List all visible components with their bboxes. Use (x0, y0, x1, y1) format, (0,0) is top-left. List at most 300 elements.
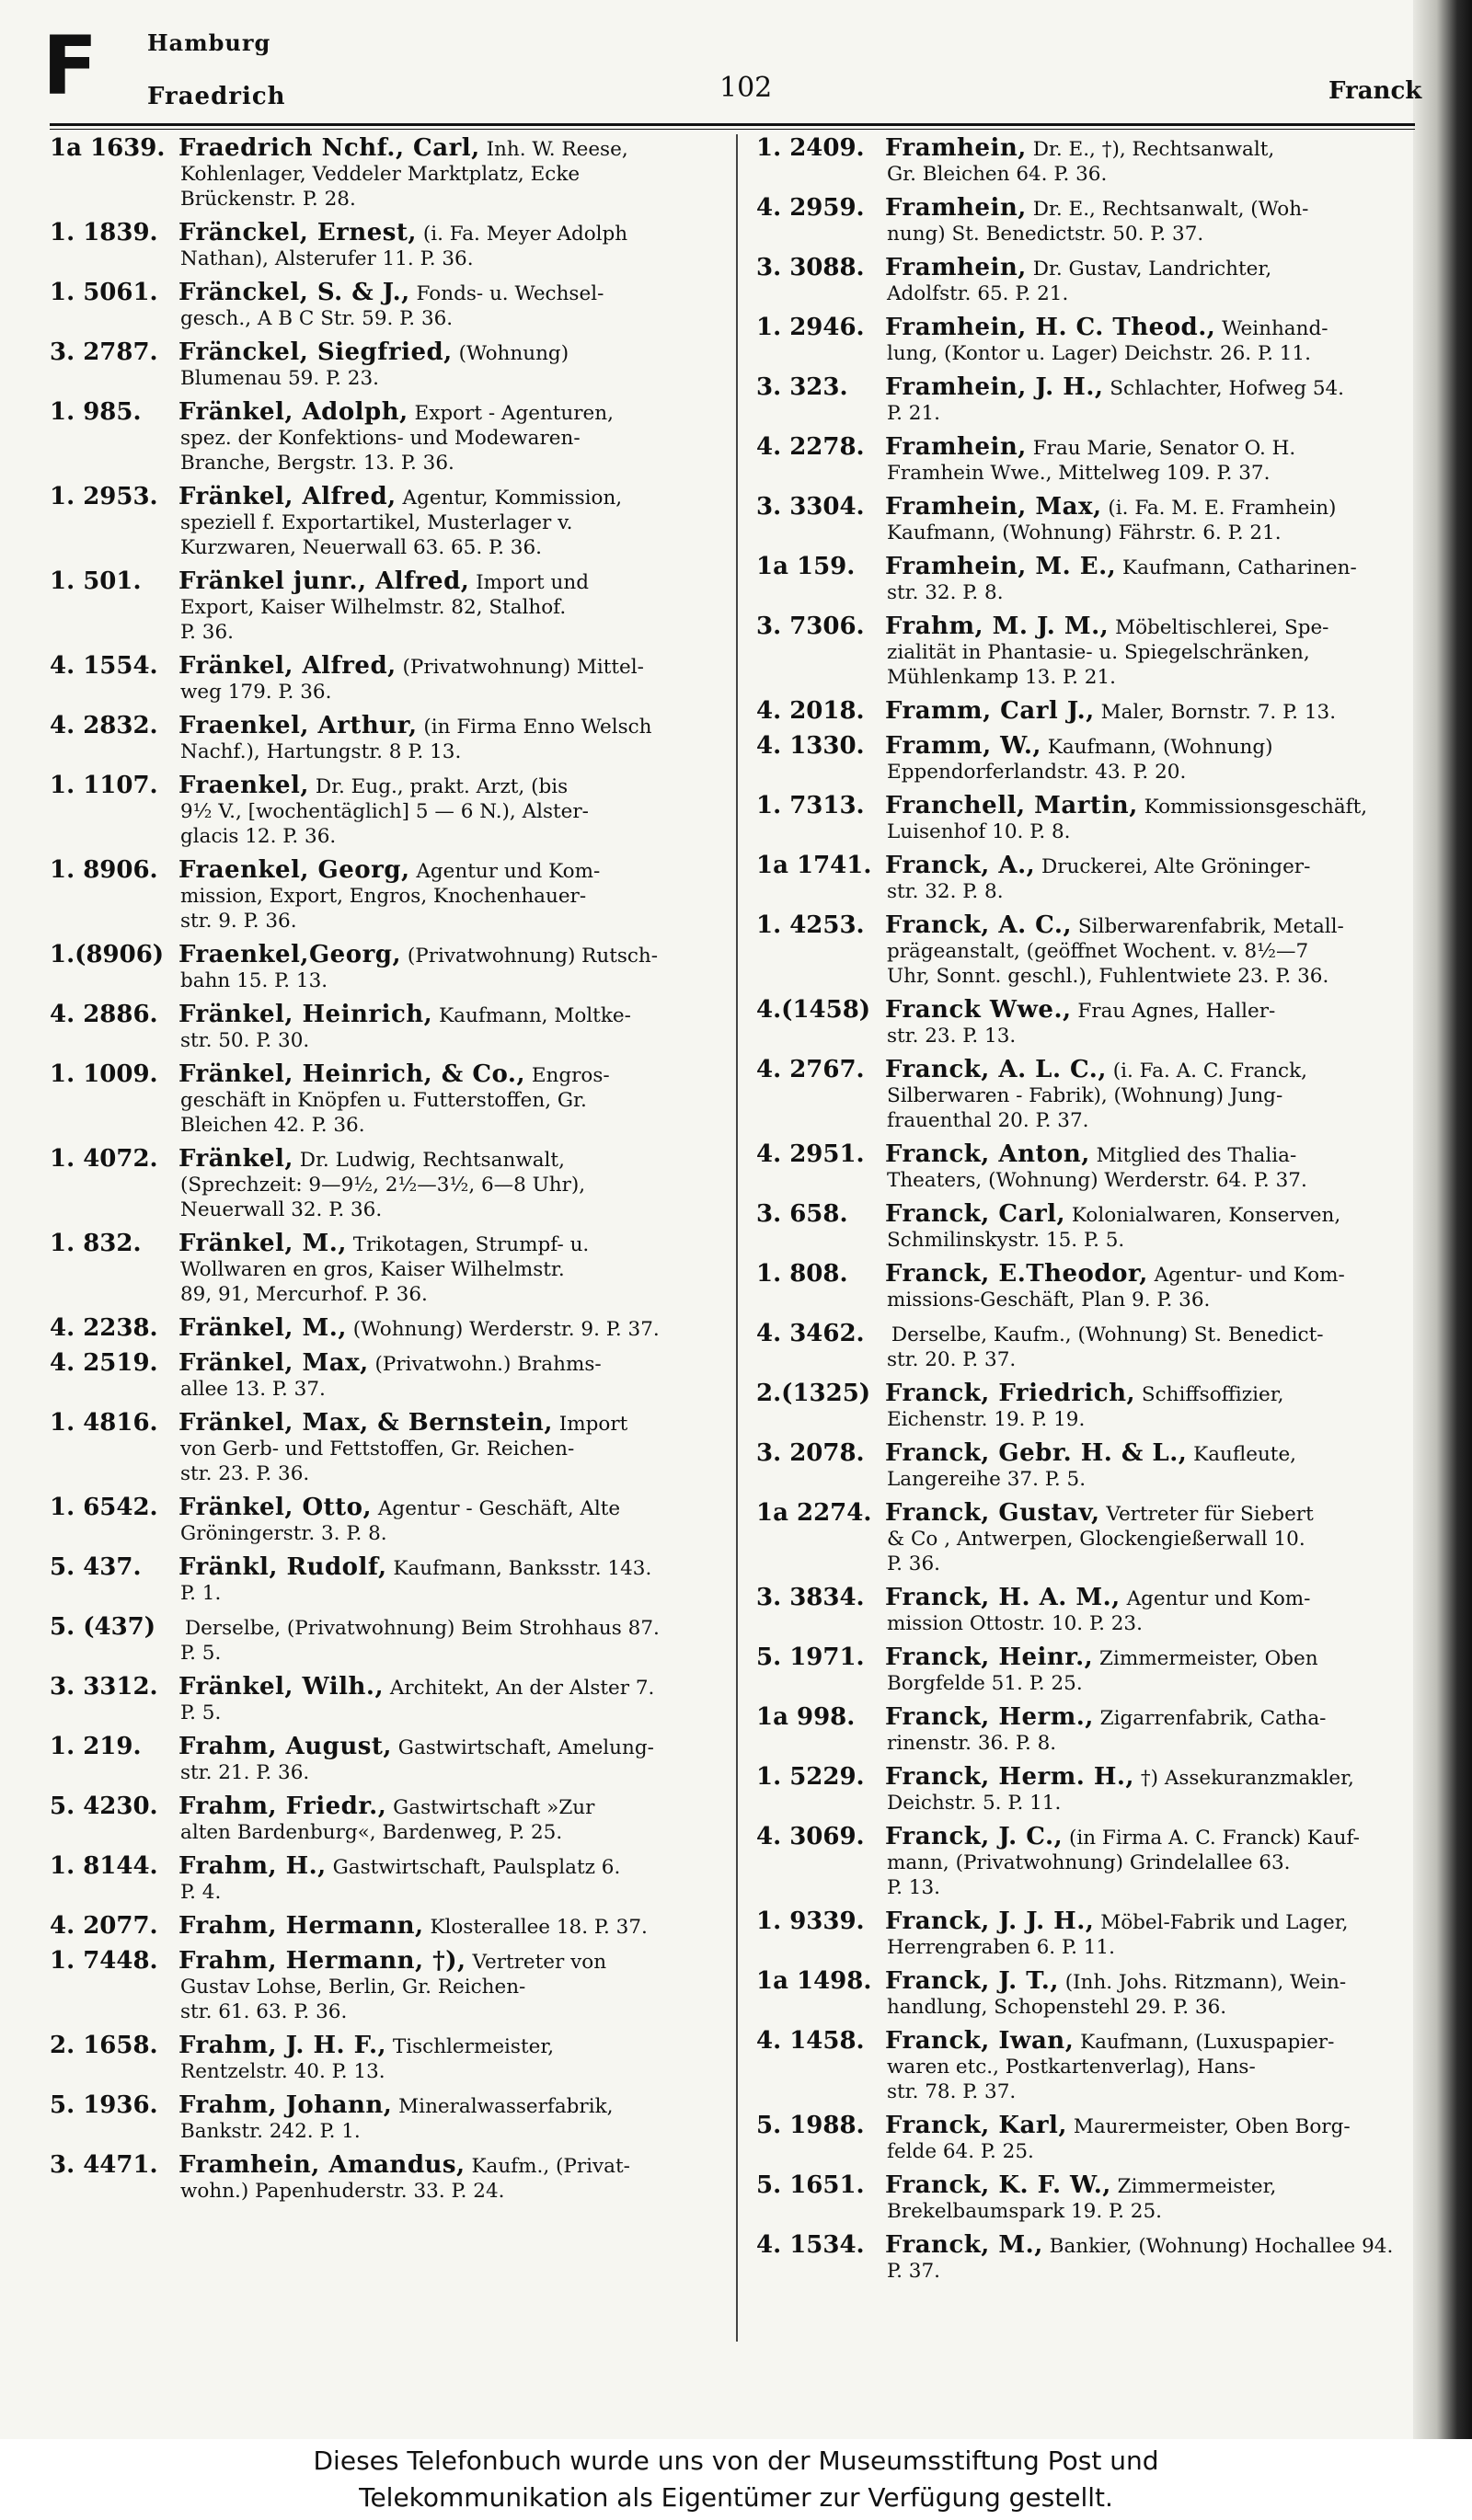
phone-number: 1. 6542. (50, 1495, 158, 1521)
entry-continuation-line: mission, Export, Engros, Knochenhauer- (180, 885, 587, 908)
entry-first-line (50, 1615, 730, 1641)
directory-entry (50, 1949, 730, 2024)
subscriber-name: Framm, Carl J., (885, 699, 1095, 725)
entry-continuation-line: rinenstr. 36. P. 8. (887, 1732, 1057, 1755)
entry-continuation-line: Schmilinskystr. 15. P. 5. (887, 1229, 1125, 1252)
entry-first-line (50, 485, 730, 510)
entry-first-line (756, 699, 1417, 725)
entry-continuation-line: P. 5. (180, 1642, 222, 1665)
directory-entry (756, 1705, 1417, 1756)
entry-description: Export - Agenturen, (414, 402, 614, 425)
phone-number: 1. 8144. (50, 1854, 158, 1880)
entry-first-line (50, 654, 730, 680)
entry-continuation-line: spez. der Konfektions- und Modewaren- (180, 427, 581, 450)
directory-entry (756, 555, 1417, 605)
phone-number: 5. 1936. (50, 2093, 158, 2119)
entry-continuation-line: str. 23. P. 13. (887, 1025, 1017, 1048)
directory-entry (756, 435, 1417, 486)
entry-description: Dr. Gustav, Landrichter, (1032, 258, 1272, 281)
directory-entry (50, 714, 730, 764)
phone-number: 1. 1839. (50, 221, 158, 246)
entry-description: (i. Fa. M. E. Framhein) (1108, 497, 1337, 520)
entry-description: Zimmermeister, (1117, 2175, 1277, 2198)
entry-description: Zigarrenfabrik, Catha- (1099, 1707, 1327, 1730)
entry-continuation-line: Silberwaren - Fabrik), (Wohnung) Jung- (887, 1084, 1283, 1107)
entry-description: Möbeltischlerei, Spe- (1115, 616, 1329, 639)
phone-number: 1. 2953. (50, 485, 158, 510)
directory-entry (50, 2093, 730, 2144)
subscriber-name: Framhein, (885, 435, 1027, 461)
directory-entry (756, 1262, 1417, 1312)
entry-first-line (50, 1794, 730, 1820)
entry-description: (Wohnung) (458, 342, 569, 365)
subscriber-name: Framhein, Max, (885, 495, 1102, 521)
entry-continuation-line: handlung, Schopenstehl 29. P. 36. (887, 1996, 1227, 2019)
directory-entry (756, 1441, 1417, 1492)
entry-continuation-line: Neuerwall 32. P. 36. (180, 1198, 383, 1221)
subscriber-name: Frahm, M. J. M., (885, 614, 1110, 640)
phone-number: 5. (437) (50, 1615, 156, 1641)
phone-number: 1. 7313. (756, 794, 865, 819)
entry-description: Tischlermeister, (392, 2035, 555, 2058)
entry-continuation-line: gesch., A B C Str. 59. P. 36. (180, 307, 454, 330)
directory-entry (50, 2033, 730, 2084)
subscriber-name: Franck, A., (885, 853, 1036, 879)
directory-entry (756, 1969, 1417, 2020)
header-last-name: Franck (1328, 77, 1422, 105)
entry-first-line (756, 913, 1417, 939)
directory-entry (50, 569, 730, 645)
entry-first-line (50, 943, 730, 968)
subscriber-name: Franck, Iwan, (885, 2029, 1075, 2055)
entry-continuation-line: Kurzwaren, Neuerwall 63. 65. P. 36. (180, 536, 542, 559)
entry-first-line (756, 495, 1417, 521)
footer-line-2: Telekommunikation als Eigentümer zur Verfügung gestellt. (359, 2482, 1113, 2513)
directory-entry (756, 1501, 1417, 1576)
entry-description: (in Firma Enno Welsch (423, 716, 652, 739)
subscriber-name: Fraenkel,Georg, (178, 943, 401, 968)
entry-description: Kaufmann, Moltke- (439, 1004, 631, 1027)
subscriber-name: Frahm, Hermann, †), (178, 1949, 466, 1975)
phone-number: 1.(8906) (50, 943, 165, 968)
entry-first-line (50, 1351, 730, 1377)
phone-number: 4. 2959. (756, 196, 865, 222)
directory-entry (756, 1825, 1417, 1900)
entry-description: Inh. W. Reese, (486, 138, 628, 161)
subscriber-name: Fränkel, Alfred, (178, 654, 397, 680)
entry-first-line (756, 2113, 1417, 2139)
phone-number: 4. 2278. (756, 435, 865, 461)
entry-continuation-line: nung) St. Benedictstr. 50. P. 37. (887, 223, 1204, 246)
entry-description: Gastwirtschaft »Zur (393, 1796, 595, 1819)
phone-number: 1. 4253. (756, 913, 865, 939)
page-edge (1413, 0, 1472, 2439)
entry-first-line (756, 1262, 1417, 1288)
entry-continuation-line: str. 21. P. 36. (180, 1761, 310, 1784)
entry-continuation-line: Mühlenkamp 13. P. 21. (887, 666, 1116, 689)
entry-continuation-line: lung, (Kontor u. Lager) Deichstr. 26. P. 11. (887, 342, 1311, 365)
entry-continuation-line: Branche, Bergstr. 13. P. 36. (180, 452, 454, 475)
directory-entry (756, 1765, 1417, 1816)
subscriber-name: Fränkel, Heinrich, & Co., (178, 1062, 525, 1088)
directory-entry (50, 1735, 730, 1785)
directory-entry (50, 858, 730, 934)
phone-number: 4. 1534. (756, 2233, 865, 2259)
phone-number: 4. 2077. (50, 1914, 158, 1940)
directory-entry (50, 281, 730, 331)
directory-entry (756, 1586, 1417, 1636)
directory-entry (756, 1645, 1417, 1696)
entry-continuation-line: P. 4. (180, 1881, 222, 1904)
entry-first-line (50, 1675, 730, 1701)
entry-first-line (50, 400, 730, 426)
directory-entry (50, 1914, 730, 1940)
directory-entry (756, 794, 1417, 844)
subscriber-name: Franck, Heinr., (885, 1645, 1094, 1671)
directory-entry (756, 196, 1417, 246)
phone-number: 3. 2787. (50, 340, 158, 366)
entry-continuation-line: 9½ V., [wochentäglich] 5 — 6 N.), Alster- (180, 800, 589, 823)
entry-first-line (756, 1909, 1417, 1935)
phone-number: 4. 2951. (756, 1142, 865, 1168)
directory-entry (50, 654, 730, 704)
entry-continuation-line: missions-Geschäft, Plan 9. P. 36. (887, 1289, 1211, 1312)
entry-description: (i. Fa. A. C. Franck, (1112, 1060, 1307, 1082)
subscriber-name: Franck, J. C., (885, 1825, 1064, 1850)
subscriber-name: Fraedrich Nchf., Carl, (178, 136, 480, 162)
entry-continuation-line: Kohlenlager, Veddeler Marktplatz, Ecke (180, 163, 581, 186)
entry-continuation-line: (Sprechzeit: 9—9½, 2½—3½, 6—8 Uhr), (180, 1174, 586, 1197)
directory-entry (756, 1381, 1417, 1432)
phone-number: 3. 323. (756, 375, 848, 401)
entry-description: Kaufm., (Privat- (471, 2155, 630, 2178)
phone-number: 5. 1988. (756, 2113, 865, 2139)
entry-description: Möbel-Fabrik und Lager, (1100, 1911, 1349, 1934)
entry-first-line (756, 1058, 1417, 1083)
entry-first-line (50, 1555, 730, 1581)
subscriber-name: Fränkel, M., (178, 1231, 347, 1257)
phone-number: 1. 2409. (756, 136, 865, 162)
subscriber-name: Fränkel, Otto, (178, 1495, 373, 1521)
entry-description: Klosterallee 18. P. 37. (430, 1916, 648, 1939)
subscriber-name: Fränkel junr., Alfred, (178, 569, 470, 595)
entry-first-line (50, 1495, 730, 1521)
directory-entry (756, 1142, 1417, 1193)
entry-description: Schiffsoffizier, (1141, 1383, 1284, 1406)
header-rule (50, 123, 1415, 126)
subscriber-name: Framhein, H. C. Theod., (885, 315, 1216, 341)
directory-entry (756, 998, 1417, 1048)
entry-continuation-line: Borgfelde 51. P. 25. (887, 1672, 1083, 1695)
subscriber-name: Fränkel, Wilh., (178, 1675, 384, 1701)
directory-entry (50, 943, 730, 993)
directory-entry (50, 136, 730, 212)
directory-entry (756, 1909, 1417, 1960)
subscriber-name: Franck, Herm., (885, 1705, 1094, 1731)
header-city: Hamburg (147, 29, 271, 56)
phone-number: 4. 1458. (756, 2029, 865, 2055)
phone-number: 1a 2274. (756, 1501, 872, 1527)
entry-description: (Privatwohn.) Brahms- (374, 1353, 602, 1376)
phone-number: 3. 3304. (756, 495, 865, 521)
entry-continuation-line: Theaters, (Wohnung) Werderstr. 64. P. 37. (887, 1169, 1307, 1192)
directory-entry (756, 1058, 1417, 1133)
entry-continuation-line: prägeanstalt, (geöffnet Wochent. v. 8½—7 (887, 940, 1309, 963)
entry-first-line (50, 773, 730, 799)
entry-description: Fonds- u. Wechsel- (416, 282, 604, 305)
entry-continuation-line: str. 61. 63. P. 36. (180, 2000, 348, 2023)
phone-number: 4. 1330. (756, 734, 865, 760)
entry-continuation-line: Blumenau 59. P. 23. (180, 367, 379, 390)
entry-description: (in Firma A. C. Franck) Kauf- (1068, 1827, 1360, 1850)
entry-first-line (756, 315, 1417, 341)
entry-first-line (756, 794, 1417, 819)
entry-first-line (50, 340, 730, 366)
entry-first-line (756, 1765, 1417, 1791)
phone-number: 4. 2767. (756, 1058, 865, 1083)
entry-first-line (50, 1949, 730, 1975)
entry-continuation-line: wohn.) Papenhuderstr. 33. P. 24. (180, 2180, 505, 2203)
subscriber-name: Franck, H. A. M., (885, 1586, 1121, 1611)
entry-description: Mitglied des Thalia- (1096, 1144, 1297, 1167)
entry-first-line (756, 196, 1417, 222)
phone-number: 4. 3462. (756, 1322, 865, 1347)
phone-number: 3. 4471. (50, 2153, 158, 2179)
subscriber-name: Franck, Gustav, (885, 1501, 1100, 1527)
subscriber-name: Fränkel, Max, (178, 1351, 369, 1377)
entry-continuation-line: zialität in Phantasie- u. Spiegelschränken, (887, 641, 1310, 664)
subscriber-name: Franck, J. T., (885, 1969, 1059, 1995)
entry-description: Agentur und Kom- (416, 860, 601, 883)
entry-first-line (756, 998, 1417, 1024)
entry-first-line (50, 1062, 730, 1088)
phone-number: 4. 3069. (756, 1825, 865, 1850)
subscriber-name: Fränkl, Rudolf, (178, 1555, 387, 1581)
directory-entry (50, 1555, 730, 1606)
entry-first-line (756, 256, 1417, 281)
directory-entry (50, 1002, 730, 1053)
entry-continuation-line: Bankstr. 242. P. 1. (180, 2120, 361, 2143)
entry-first-line (756, 2029, 1417, 2055)
subscriber-name: Franck, E.Theodor, (885, 1262, 1148, 1288)
entry-description: Dr. Eug., prakt. Arzt, (bis (315, 775, 569, 798)
subscriber-name: Franck, Anton, (885, 1142, 1090, 1168)
directory-entry (50, 773, 730, 849)
entry-continuation-line: str. 32. P. 8. (887, 581, 1004, 604)
entry-continuation-line: P. 36. (180, 621, 234, 644)
subscriber-name: Frahm, J. H. F., (178, 2033, 387, 2059)
entry-description: Gastwirtschaft, Paulsplatz 6. (332, 1856, 621, 1879)
phone-number: 1. 808. (756, 1262, 848, 1288)
entry-first-line (50, 1147, 730, 1173)
entry-first-line (756, 1142, 1417, 1168)
entry-first-line (756, 1381, 1417, 1407)
directory-entry (756, 375, 1417, 426)
entry-description: Schlachter, Hofweg 54. (1110, 377, 1345, 400)
directory-entry (756, 853, 1417, 904)
entry-description: Agentur, Kommission, (402, 487, 623, 510)
directory-entry (756, 2113, 1417, 2164)
entry-description: Gastwirtschaft, Amelung- (397, 1736, 654, 1759)
entry-description: (Privatwohnung) Mittel- (402, 656, 644, 679)
entry-first-line (50, 1735, 730, 1760)
left-column (50, 136, 730, 2213)
entry-continuation-line: mann, (Privatwohnung) Grindelallee 63. (887, 1851, 1291, 1874)
entry-continuation-line: von Gerb- und Fettstoffen, Gr. Reichen- (180, 1438, 575, 1460)
phone-number: 1. 219. (50, 1735, 142, 1760)
page-number: 102 (719, 72, 773, 104)
phone-number: 1. 4072. (50, 1147, 158, 1173)
subscriber-name: Franck, J. J. H., (885, 1909, 1095, 1935)
entry-first-line (756, 614, 1417, 640)
entry-continuation-line: Deichstr. 5. P. 11. (887, 1792, 1062, 1815)
directory-entry (756, 699, 1417, 725)
entry-continuation-line: Eichenstr. 19. P. 19. (887, 1408, 1086, 1431)
phone-number: 3. 2078. (756, 1441, 865, 1467)
section-letter: F (42, 18, 98, 113)
entry-first-line (756, 1969, 1417, 1995)
entry-first-line (756, 1501, 1417, 1527)
entry-continuation-line: frauenthal 20. P. 37. (887, 1109, 1089, 1132)
phone-number: 1. 1107. (50, 773, 158, 799)
directory-entry (50, 340, 730, 391)
phone-number: 4. 2832. (50, 714, 158, 739)
entry-first-line (50, 1316, 730, 1342)
subscriber-name: Fränckel, Siegfried, (178, 340, 453, 366)
phone-number: 4. 1554. (50, 654, 158, 680)
subscriber-name: Franck, Karl, (885, 2113, 1067, 2139)
entry-first-line (756, 734, 1417, 760)
subscriber-name: Fränckel, S. & J., (178, 281, 410, 306)
subscriber-name: Framhein, (885, 256, 1027, 281)
entry-description: Agentur - Geschäft, Alte (377, 1497, 621, 1520)
subscriber-name: Frahm, Friedr., (178, 1794, 387, 1820)
footer-notice (0, 2439, 1472, 2520)
directory-entry (756, 1202, 1417, 1253)
directory-entry (50, 1351, 730, 1402)
entry-continuation-line: Framhein Wwe., Mittelweg 109. P. 37. (887, 462, 1271, 485)
entry-continuation-line: mission Ottostr. 10. P. 23. (887, 1612, 1143, 1635)
entry-continuation-line: weg 179. P. 36. (180, 681, 332, 704)
entry-continuation-line: speziell f. Exportartikel, Musterlager v. (180, 511, 573, 534)
entry-continuation-line: Brekelbaumspark 19. P. 25. (887, 2200, 1162, 2223)
directory-entry (756, 614, 1417, 690)
phone-number: 4. 2886. (50, 1002, 158, 1028)
entry-description: Vertreter von (472, 1951, 607, 1974)
subscriber-name: Framhein, J. H., (885, 375, 1104, 401)
entry-first-line (50, 136, 730, 162)
entry-continuation-line: alten Bardenburg«, Bardenweg, P. 25. (180, 1821, 563, 1844)
entry-first-line (756, 2233, 1417, 2259)
entry-continuation-line: str. 50. P. 30. (180, 1029, 310, 1052)
subscriber-name: Franck, A. L. C., (885, 1058, 1107, 1083)
subscriber-name: Franck, A. C., (885, 913, 1073, 939)
entry-continuation-line: waren etc., Postkartenverlag), Hans- (887, 2056, 1256, 2079)
entry-description: Mineralwasserfabrik, (398, 2095, 614, 2118)
subscriber-name: Fränkel, Heinrich, (178, 1002, 433, 1028)
entry-continuation-line: Luisenhof 10. P. 8. (887, 820, 1071, 843)
directory-entry (756, 913, 1417, 989)
phone-number: 2. 1658. (50, 2033, 158, 2059)
entry-first-line (50, 281, 730, 306)
directory-entry (50, 400, 730, 475)
entry-continuation-line: Rentzelstr. 40. P. 13. (180, 2060, 385, 2083)
entry-description: Kaufmann, (Wohnung) (1047, 736, 1273, 759)
subscriber-name: Franck, M., (885, 2233, 1043, 2259)
entry-description: (Inh. Johs. Ritzmann), Wein- (1064, 1971, 1347, 1994)
directory-entry (50, 485, 730, 560)
entry-continuation-line: str. 32. P. 8. (887, 880, 1004, 903)
subscriber-name: Fränkel, Adolph, (178, 400, 408, 426)
entry-description: Engros- (531, 1064, 610, 1087)
entry-description: Kommissionsgeschäft, (1144, 796, 1368, 819)
entry-first-line (756, 1645, 1417, 1671)
directory-entry (50, 1495, 730, 1546)
entry-first-line (50, 1231, 730, 1257)
directory-entry (50, 1231, 730, 1307)
subscriber-name: Franchell, Martin, (885, 794, 1138, 819)
entry-first-line (756, 853, 1417, 879)
directory-entry (756, 256, 1417, 306)
directory-entry (50, 1615, 730, 1666)
phone-number: 1a 1498. (756, 1969, 872, 1995)
entry-first-line (50, 858, 730, 884)
subscriber-name: Franck, Herm. H., (885, 1765, 1134, 1791)
entry-description: Dr. E., †), Rechtsanwalt, (1032, 138, 1275, 161)
entry-continuation-line: felde 64. P. 25. (887, 2140, 1034, 2163)
entry-continuation-line: Uhr, Sonnt. geschl.), Fuhlentwiete 23. P. 36. (887, 965, 1329, 988)
entry-continuation-line: P. 5. (180, 1701, 222, 1724)
phone-number: 1. 9339. (756, 1909, 865, 1935)
directory-entry (756, 495, 1417, 545)
entry-continuation-line: P. 37. (887, 2260, 940, 2283)
entry-description: Import (558, 1413, 628, 1436)
entry-continuation-line: geschäft in Knöpfen u. Futterstoffen, Gr. (180, 1089, 587, 1112)
subscriber-name: Fraenkel, (178, 773, 309, 799)
entry-description: (Wohnung) Werderstr. 9. P. 37. (352, 1318, 660, 1341)
entry-continuation-line: Gröningerstr. 3. P. 8. (180, 1522, 387, 1545)
phone-number: 1. 1009. (50, 1062, 158, 1088)
directory-entry (50, 1794, 730, 1845)
entry-continuation-line: bahn 15. P. 13. (180, 969, 328, 992)
phone-number: 1. 5229. (756, 1765, 865, 1791)
entry-description: Dr. E., Rechtsanwalt, (Woh- (1032, 198, 1309, 221)
entry-continuation-line: Bleichen 42. P. 36. (180, 1114, 365, 1137)
directory-entry (50, 1062, 730, 1138)
phone-number: 4.(1458) (756, 998, 871, 1024)
phone-number: 1. 985. (50, 400, 142, 426)
phone-number: 1. 2946. (756, 315, 865, 341)
entry-first-line (756, 1441, 1417, 1467)
entry-description: Maler, Bornstr. 7. P. 13. (1100, 701, 1337, 724)
directory-entry (756, 734, 1417, 785)
directory-entry (756, 2029, 1417, 2104)
phone-number: 1a 998. (756, 1705, 856, 1731)
entry-continuation-line: allee 13. P. 37. (180, 1378, 326, 1401)
header-rule-thin (50, 129, 1415, 130)
phone-number: 1. 501. (50, 569, 142, 595)
directory-entry (50, 1411, 730, 1486)
entry-continuation-line: Gustav Lohse, Berlin, Gr. Reichen- (180, 1976, 526, 1999)
entry-continuation-line: Nathan), Alsterufer 11. P. 36. (180, 247, 474, 270)
phone-number: 1a 159. (756, 555, 856, 580)
subscriber-name: Franck, K. F. W., (885, 2173, 1111, 2199)
directory-entry (50, 2153, 730, 2204)
entry-first-line (50, 569, 730, 595)
subscriber-name: Fränkel, M., (178, 1316, 347, 1342)
entry-first-line (756, 1586, 1417, 1611)
entry-continuation-line: Eppendorferlandstr. 43. P. 20. (887, 761, 1187, 784)
